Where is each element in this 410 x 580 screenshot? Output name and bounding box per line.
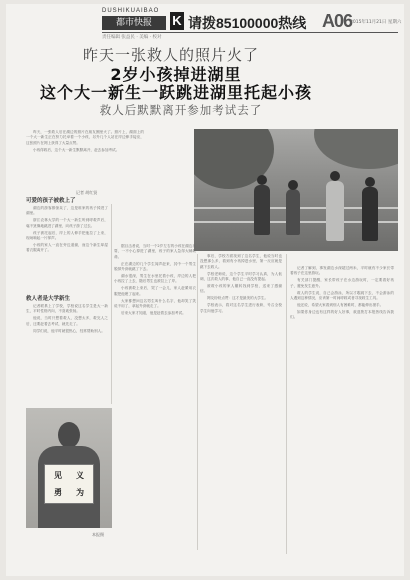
page-date: 2015年11月21日 星期六 xyxy=(350,20,402,25)
person-figure xyxy=(362,187,378,241)
body-paragraph: 浙江农林大学的一个大一新生听到呼救声后，毫不犹豫地跳进了湖里，向孩子游了过去。 xyxy=(26,218,108,228)
section-heading: 可爱的孩子被救上了 xyxy=(26,198,76,204)
section-label: 都市快报 xyxy=(102,16,166,30)
body-paragraph: 同学们说，他平时就很热心，经常帮助别人。 xyxy=(33,328,105,333)
masthead xyxy=(6,4,404,40)
body-paragraph: 他说，当时只想着救人，没想太多，救完人之后，还要赶着去考试，就先走了。 xyxy=(26,316,108,326)
person-head xyxy=(365,177,375,187)
body-paragraph: 他还说，希望大家看到别人有困难时，都能伸出援手。 xyxy=(297,302,384,307)
section-body xyxy=(26,304,108,402)
person-figure xyxy=(254,185,270,235)
column-4-text xyxy=(290,266,394,562)
brand-name: DUSHIKUAIBAO xyxy=(102,8,160,14)
column-3-text xyxy=(200,254,282,550)
body-paragraph: 学校表示，将对这名学生进行表彰，号召全校学生向他学习。 xyxy=(200,303,282,313)
tree-shape xyxy=(314,129,398,169)
certificate-sign: 见 义 勇 为 xyxy=(44,464,94,504)
column-divider xyxy=(111,204,112,404)
student-portrait-photo xyxy=(26,408,112,528)
lead-paragraph: 昨天，一张救人后在湖边的照片在朋友圈里火了。照片上，湖面上的一个大一新生正在努力托举着一个小孩，另外几个人站在岸边伸手接应，这张照片在网上获得了大量点赞。 xyxy=(26,130,144,145)
person-head xyxy=(257,175,267,185)
headline-line-1: 2岁小孩掉进湖里 xyxy=(110,65,242,84)
body-paragraph: 记者联系上了学校，学校说这名学生是大一新生，平时性格内向，不喜欢张扬。 xyxy=(26,304,108,314)
body-paragraph: 孩子被托起后，岸上的人伸手把他拉了上来，现场响起一片掌声。 xyxy=(26,230,108,241)
lead-paragraphs xyxy=(26,130,144,186)
page-number: A06 xyxy=(322,11,353,31)
body-paragraph: 网友纷纷点赞：这才是最美的大学生。 xyxy=(207,296,269,301)
body-paragraph: 湖边的游客都惊呆了，这是谁家的孩子掉进了湖里。 xyxy=(26,206,108,216)
body-paragraph: 被救小孩的家人辗转找到学校，送来了感谢信。 xyxy=(200,284,282,294)
body-paragraph: 小孩的家人一直在旁边道谢，而这个新生却湿着衣服离开了。 xyxy=(26,242,108,253)
body-paragraph: 湖水很深，男生在水里托着小孩，岸边的人把小孩拉了上去，随后男生也被拉上了岸。 xyxy=(114,274,196,284)
k-logo-icon: K xyxy=(170,12,184,30)
column-divider xyxy=(286,254,287,554)
headline-line-2: 这个大一新生一跃跳进湖里托起小孩 xyxy=(39,83,312,102)
section-heading: 救人者是大学新生 xyxy=(26,296,71,302)
person-figure xyxy=(286,189,300,235)
body-paragraph: 如果你身边也有这样的好人好事，欢迎拨打本报热线告诉我们。 xyxy=(290,309,394,320)
person-head xyxy=(330,171,340,181)
body-paragraph: 学校老师说，这个学生平时学习认真，为人低调，这次救人的事，他自己一直没有提起。 xyxy=(200,271,282,282)
photo-caption: 本报摄 xyxy=(92,532,104,537)
body-paragraph: 大家都想问这名男生叫什么名字，他却笑了笑说不用了，拿起外套就走了。 xyxy=(114,298,196,309)
body-paragraph: 后来大家才知道，他是赶着去参加考试。 xyxy=(121,310,186,315)
byline: 记者 胡红贤 xyxy=(76,190,98,195)
lead-paragraph: 小孩得救后，这个大一新生默默离开，赶去参加考试。 xyxy=(33,147,120,152)
masthead-rule xyxy=(102,32,398,33)
body-paragraph: 据目击者说，当时一个2岁左右的小孩在湖边玩耍，一不小心掉进了湖里，孩子的家人急得大喊救命。 xyxy=(114,244,196,259)
rescue-photo xyxy=(194,129,398,251)
body-paragraph: 正在湖边的几个学生闻声赶来，其中一个男生脱掉外套就跳了下去。 xyxy=(114,261,196,272)
body-paragraph: 记者了解到，事发湖边水深超过两米，平时就有不少家长带着孩子在这里游玩。 xyxy=(290,266,394,276)
body-paragraph: 小孩被救上来后，哭了一会儿，家人赶紧用衣服把他裹了起来。 xyxy=(114,286,196,296)
headline-kicker: 昨天一张救人的照片火了 xyxy=(82,46,259,64)
column-divider xyxy=(197,254,198,550)
portrait-head xyxy=(58,422,80,448)
column-2-text xyxy=(114,244,196,470)
section-body xyxy=(26,206,108,296)
body-paragraph: 有关部门提醒，家长带孩子在水边游玩时，一定要看好孩子，避免发生意外。 xyxy=(290,278,394,288)
person-head xyxy=(288,180,298,190)
headline-subhead: 救人后默默离开参加考试去了 xyxy=(99,103,263,117)
editors-line: 责任编辑 张益民 · 美编 · 校对 xyxy=(102,35,162,40)
newspaper-page xyxy=(6,4,404,576)
body-paragraph: 救人的学生说，自己会游泳，所以才敢跳下去，不会游泳的人遇到这种情况，应该第一时间呼救或者寻找救生工具。 xyxy=(290,290,394,301)
hotline-text: 请拨85100000热线 xyxy=(188,15,307,31)
body-paragraph: 事后，学校方面找到了这名学生，他说当时也没想那么多，看到有小孩掉进水里，第一反应就是跳下去救人。 xyxy=(200,254,282,269)
person-figure xyxy=(326,181,344,241)
